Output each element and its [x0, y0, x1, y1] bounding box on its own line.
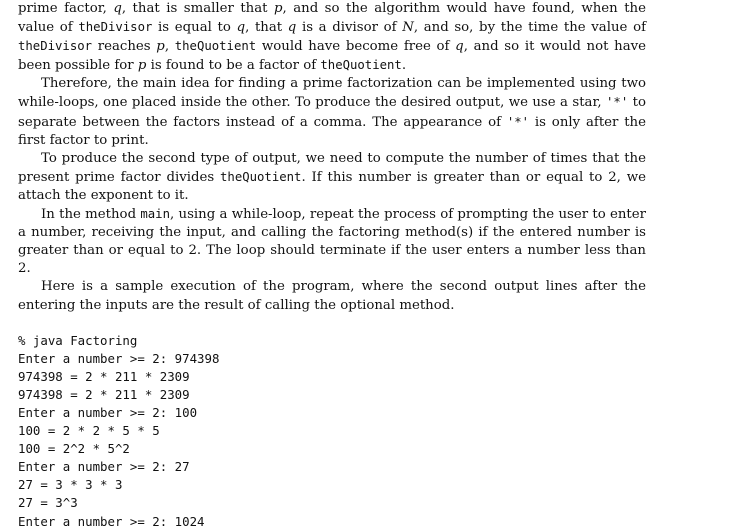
code-line: 974398 = 2 * 211 * 2309: [18, 386, 190, 402]
code-line: 974398 = 2 * 211 * 2309: [18, 368, 190, 384]
text-run: to separate between the factors instead of a comma. The appearance of: [18, 95, 646, 130]
paragraph-p3: [18, 150, 646, 205]
math-variable: p: [156, 39, 165, 55]
inline-code: theDivisor: [78, 20, 153, 35]
text-run: is found to be a factor of: [146, 58, 321, 74]
math-variable: q: [287, 20, 297, 36]
text-run: . If this number is greater than or equal to 2, we attach the exponent to it.: [18, 169, 646, 203]
text-run: , and so it would not have been possible for: [18, 39, 646, 74]
text-body: [18, 0, 646, 315]
text-run: would have become free of: [256, 39, 456, 55]
text-run: , and so, by the time the value of: [413, 20, 646, 36]
paragraph-p1: [18, 0, 646, 75]
text-run: , that is smaller that: [121, 1, 274, 16]
text-run: is equal to: [152, 20, 237, 36]
inline-code: '*': [506, 114, 530, 129]
code-line: 27 = 3^3: [18, 495, 78, 511]
code-line: % java Factoring: [18, 332, 138, 348]
code-line: Enter a number >= 2: 974398: [18, 350, 220, 366]
paragraph-p5: [18, 278, 646, 314]
document-page: [18, 0, 646, 531]
code-sample: [18, 332, 646, 531]
code-line: 100 = 2 * 2 * 5 * 5: [18, 423, 160, 439]
text-run: , and so the algorithm would have found, when the value of: [18, 1, 646, 36]
text-run: In the method: [41, 207, 141, 223]
inline-code: '*': [606, 95, 629, 110]
text-run: ,: [164, 39, 175, 55]
text-run: Here is a sample execution of the program, where the second output lines after the entering the inputs are the result of calling the optional method.: [18, 279, 646, 313]
inline-code: theQuotient: [174, 39, 257, 54]
paragraph-p4: [18, 205, 646, 278]
math-variable: q: [113, 1, 122, 16]
math-variable: p: [137, 58, 147, 74]
inline-code: theQuotient: [220, 169, 302, 184]
text-run: prime factor,: [18, 1, 114, 16]
math-variable: N: [402, 20, 414, 36]
inline-code: theDivisor: [18, 39, 93, 54]
text-run: reaches: [92, 39, 157, 55]
code-line: 27 = 3 * 3 * 3: [18, 477, 123, 493]
text-run: .: [401, 58, 407, 74]
text-run: , that: [245, 20, 288, 36]
code-line: 100 = 2^2 * 5^2: [18, 441, 130, 457]
text-run: To produce the second type of output, we need to compute the number of times that the present prime factor divides: [18, 150, 646, 185]
code-line: Enter a number >= 2: 1024: [18, 513, 205, 529]
math-variable: q: [455, 39, 464, 55]
code-line: Enter a number >= 2: 100: [18, 404, 198, 420]
math-variable: p: [273, 1, 283, 16]
spacer: [18, 315, 646, 332]
inline-code: theQuotient: [320, 58, 402, 73]
paragraph-p2: [18, 75, 646, 149]
inline-code: main: [140, 207, 170, 222]
code-line: Enter a number >= 2: 27: [18, 459, 190, 475]
text-run: , using a while-loop, repeat the process of prompting the user to enter a number, receiving the input, and calling the factoring method(s) if the entered number is greater than or equal to 2. The loop should terminate if the user enters a number less than 2.: [18, 207, 646, 277]
text-run: Therefore, the main idea for finding a prime factorization can be implemented using two while-loops, one placed inside the other. To produce the desired output, we use a star,: [18, 76, 646, 111]
math-variable: q: [236, 20, 246, 36]
text-run: is only after the first factor to print.: [18, 114, 646, 148]
text-run: is a divisor of: [296, 20, 403, 36]
